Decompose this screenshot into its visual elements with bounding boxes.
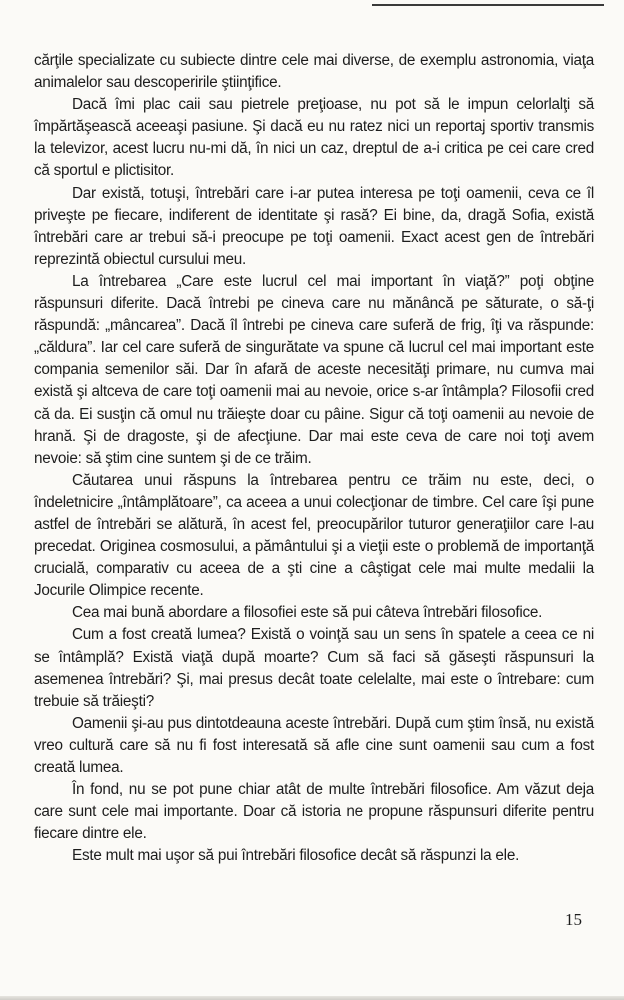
paragraph: Căutarea unui răspuns la întrebarea pentru ce trăim nu este, deci, o îndeletnicire „întâmplătoare”, ca aceea a unui colecţionar de timbre. Cel care îşi pune astfel de întrebări se alătură, în acest fel, preocupărilor tuturor generaţiilor care l-au precedat. Originea cosmosului, a pământului şi a vieţii este o problemă de importanţă crucială, comparativ cu aceea de a şti cine a câştigat cele mai multe medalii la Jocurile Olimpice recente. bbox=[34, 471, 594, 600]
paragraph: Dacă îmi plac caii sau pietrele preţioase, nu pot să le impun celorlalţi să împărtăşească aceeaşi pasiune. Şi dacă eu nu ratez nici un reportaj sportiv transmis la televizor, acest lucru nu-mi dă, în nici un caz, dreptul de a-i critica pe cei care cred că sportul e plictisitor. bbox=[34, 96, 594, 180]
paragraph: Dar există, totuşi, întrebări care i-ar putea interesa pe toţi oamenii, ceva ce îl priveşte pe fiecare, indiferent de identitate şi rasă? Ei bine, da, dragă Sofia, există întrebări care ar trebui să-i preocupe pe toţi oamenii. Exact acest gen de întrebări reprezintă obiectul cursului meu. bbox=[34, 184, 594, 268]
paragraph: Oamenii şi-au pus dintotdeauna aceste întrebări. După cum ştim însă, nu există vreo cultură care să nu fi fost interesată să afle cine sunt oamenii sau cum a fost creată lumea. bbox=[34, 714, 594, 776]
page-bottom-edge bbox=[0, 996, 624, 1000]
top-rule bbox=[372, 4, 604, 6]
paragraph: În fond, nu se pot pune chiar atât de multe întrebări filosofice. Am văzut deja care sunt cele mai importante. Doar că istoria ne propune răspunsuri diferite pentru fiecare dintre ele. bbox=[34, 781, 594, 843]
paragraph: Este mult mai uşor să pui întrebări filosofice decât să răspunzi la ele. bbox=[72, 847, 520, 865]
paragraph: Cea mai bună abordare a filosofiei este să pui câteva întrebări filosofice. bbox=[72, 604, 543, 622]
page-body bbox=[34, 50, 594, 867]
paragraph: La întrebarea „Care este lucrul cel mai important în viaţă?” poţi obţine răspunsuri diferite. Dacă întrebi pe cineva care nu mănâncă pe săturate, o să-ţi răspundă: „mâncarea”. Dacă îl întrebi pe cineva care suferă de frig, îţi va răspunde: „căldura”. Iar cel care suferă de singurătate va spune că lucrul cel mai important este compania semenilor săi. Dar în afară de aceste necesităţi primare, nu cumva mai există şi altceva de care toţi oamenii mai au nevoie, orice s-ar întâmpla? Filosofii cred că da. Ei susţin că omul nu trăieşte doar cu pâine. Sigur că toţi oamenii au nevoie de hrană. Şi de dragoste, şi de afecţiune. Dar mai este ceva de care noi toţi avem nevoie: să ştim cine suntem şi de ce trăim. bbox=[34, 272, 594, 467]
paragraph-continuation: cărţile specializate cu subiecte dintre cele mai diverse, de exemplu astronomia, viaţa animalelor sau descoperirile ştiinţifice. bbox=[34, 52, 594, 92]
paragraph: Cum a fost creată lumea? Există o voinţă sau un sens în spatele a ceea ce ni se întâmplă? Există viaţă după moarte? Cum să faci să găseşti răspunsuri la asemenea întrebări? Şi, mai presus decât toate celelalte, mai este o întrebare: cum trebuie să trăieşti? bbox=[34, 626, 594, 710]
page-number: 15 bbox=[565, 910, 582, 929]
